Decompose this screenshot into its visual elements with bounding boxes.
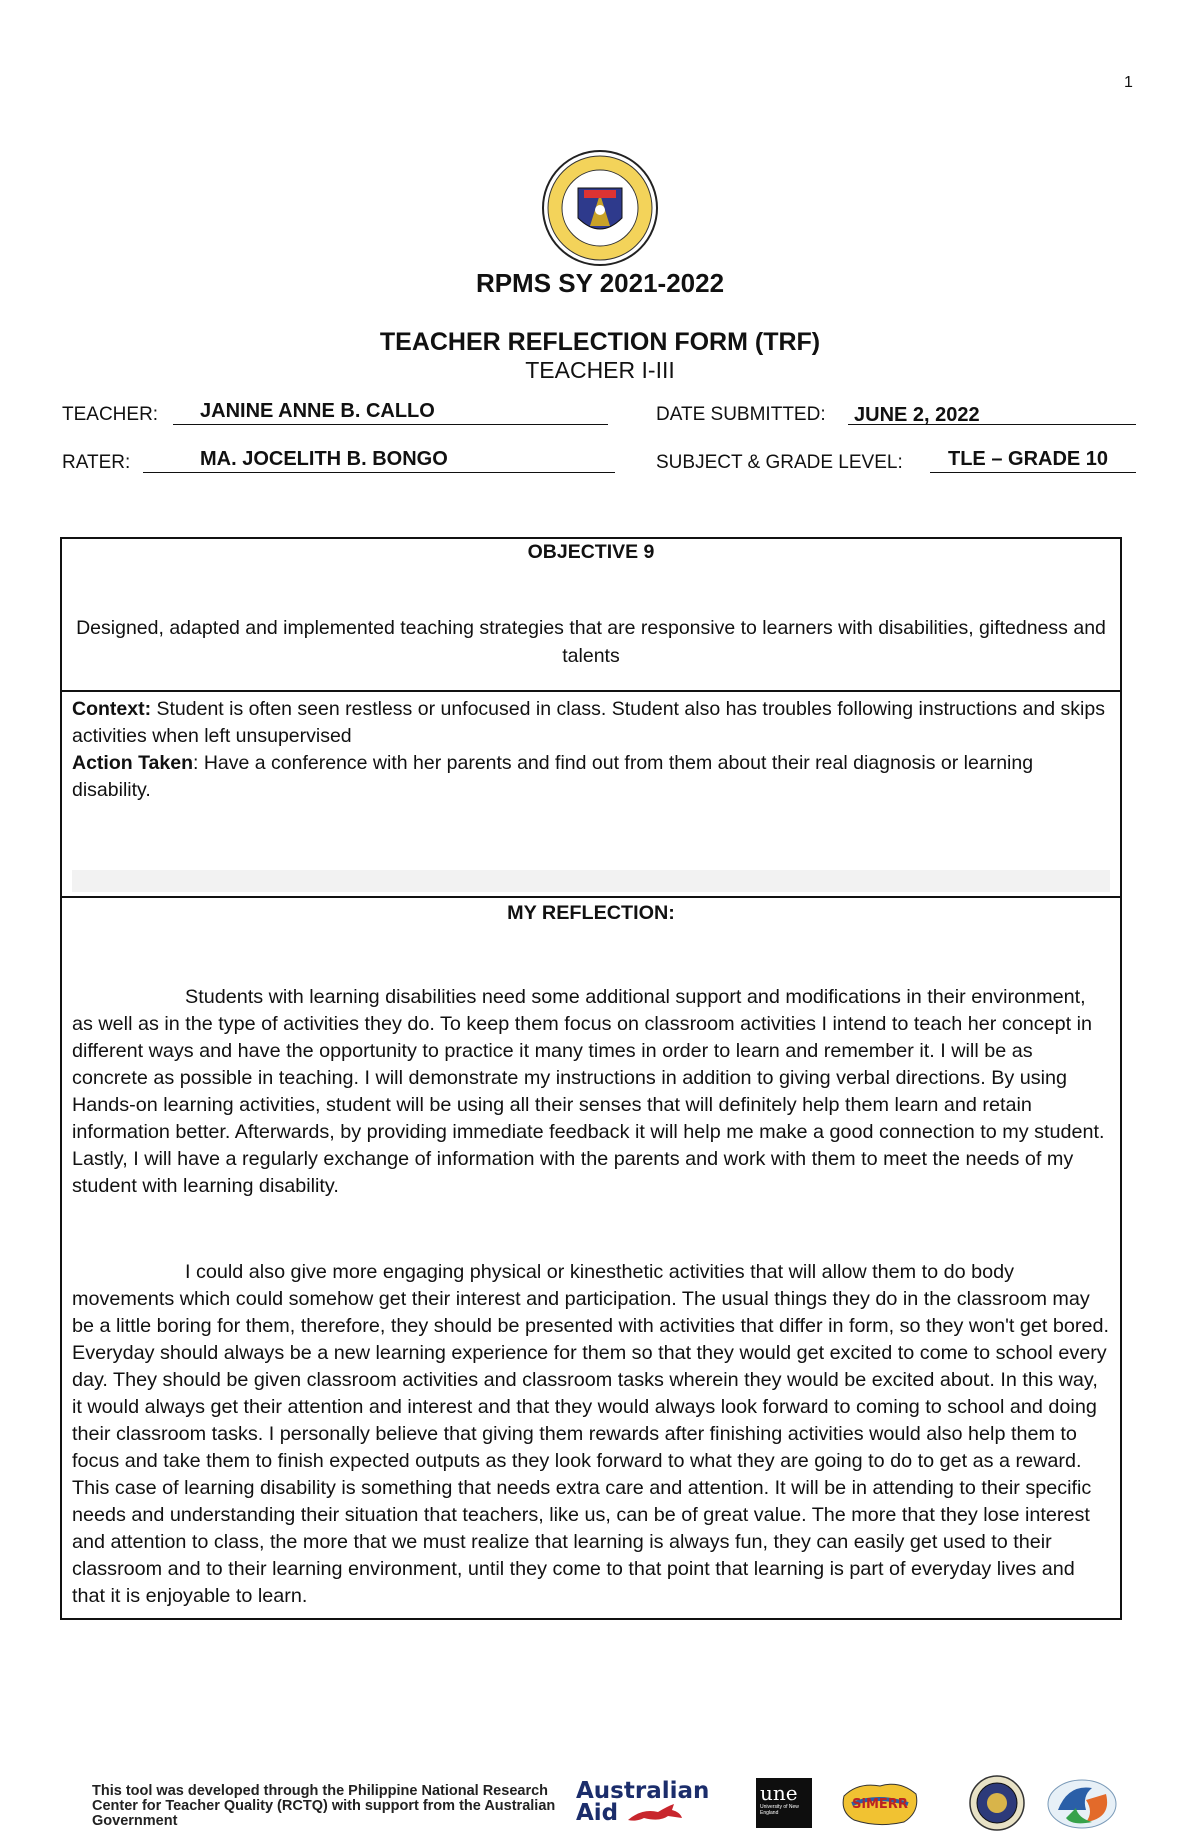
reflection-table	[60, 537, 1122, 1620]
rater-value: MA. JOCELITH B. BONGO	[200, 448, 448, 470]
une-logo-subtext: University of New England	[760, 1804, 799, 1816]
university-seal-icon	[960, 1774, 1034, 1832]
reflection-paragraph-1: Students with learning disabilities need some additional support and modifications in their environment, as well as in the type of activities they do. To keep them focus on classroom activities I intend to teach her concept in different ways and have the opportunity to practice it many times in order to learn and remember it. I will be as concrete as possible in teaching. I will demonstrate my instructions in addition to giving verbal directions. By using Hands-on learning activities, student will be using all their senses that will definitely help them learn and retain information better. Afterwards, by providing immediate feedback it will help me make a good connection to my student. Lastly, I will have a regularly exchange of information with the parents and work with them to meet the needs of my student with learning disability.	[72, 986, 1105, 1197]
context-text: Student is often seen restless or unfocused in class. Student also has troubles following instructions and skips activities when left unsupervised	[72, 698, 1105, 747]
reflection-title: MY REFLECTION:	[507, 902, 675, 924]
une-logo-text: une	[760, 1781, 798, 1805]
teacher-label: TEACHER:	[62, 404, 159, 425]
page-number: 1	[1124, 74, 1133, 91]
simerr-logo-text: SiMERR	[852, 1797, 908, 1812]
objective-text: Designed, adapted and implemented teaching strategies that are responsive to learners with disabilities, giftedness and talents	[76, 617, 1106, 667]
subject-line	[930, 472, 1136, 473]
une-logo	[756, 1778, 812, 1828]
form-title: TEACHER REFLECTION FORM (TRF)	[379, 328, 821, 356]
form-subtitle: TEACHER I-III	[525, 357, 675, 383]
teacher-value: JANINE ANNE B. CALLO	[200, 400, 435, 422]
footer-text: This tool was developed through the Philippine National Research Center for Teacher Quality (RCTQ) with support from the Australian Government	[92, 1783, 556, 1829]
date-label: DATE SUBMITTED:	[656, 404, 826, 425]
action-text: : Have a conference with her parents and find out from them about their real diagnosis or learning disability.	[72, 752, 1034, 801]
context-label: Context:	[72, 698, 152, 720]
action-label: Action Taken	[72, 752, 193, 774]
page-title: RPMS SY 2021-2022	[475, 268, 725, 298]
action-paragraph	[72, 750, 1110, 804]
context-cell	[62, 692, 1120, 898]
shaded-strip	[72, 870, 1110, 892]
australian-aid-line1: Australian	[576, 1778, 710, 1804]
rater-line	[143, 472, 615, 473]
date-value: JUNE 2, 2022	[854, 404, 980, 426]
objective-cell	[62, 539, 1120, 692]
reflection-paragraph-2: I could also give more engaging physical or kinesthetic activities that will allow them to do body movements which could somehow get their interest and participation. The usual things they do in the classroom may be a little boring for them, therefore, they should be presented with activities that differ in form, so they won't get bored. Everyday should always be a new learning experience for them so that they would get excited to come to school every day. They should be given classroom activities and classroom tasks wherein they would be excited about. In this way, it would always get their attention and interest and that they would always look forward to coming to school and doing their classroom tasks. I personally believe that giving them rewards after finishing activities would also help them to focus and take them to finish expected outputs as they look forward to what they are going to do to get as a reward. This case of learning disability is something that needs extra care and attention. It will be in attending to their specific needs and understanding their situation that teachers, like us, can be of great value. The more that they lose interest and attention to class, the more that we must realize that learning is always fun, they can easily get used to their classroom and to their learning environment, until they come to that point that learning is part of everyday lives and that it is enjoyable to learn.	[72, 1261, 1109, 1607]
australian-aid-logo	[576, 1780, 709, 1824]
australian-aid-line2: Aid	[576, 1800, 619, 1826]
subject-label: SUBJECT & GRADE LEVEL:	[656, 452, 903, 473]
objective-title: OBJECTIVE 9	[527, 541, 655, 563]
teacher-line	[173, 424, 608, 425]
context-paragraph	[72, 696, 1110, 750]
deped-seal-icon	[540, 148, 660, 268]
rater-label: RATER:	[62, 452, 131, 473]
simerr-logo	[838, 1778, 922, 1828]
kangaroo-icon	[624, 1802, 684, 1824]
reflection-cell	[62, 898, 1120, 1618]
subject-value: TLE – GRADE 10	[948, 448, 1109, 470]
swirl-logo-icon	[1042, 1774, 1122, 1832]
